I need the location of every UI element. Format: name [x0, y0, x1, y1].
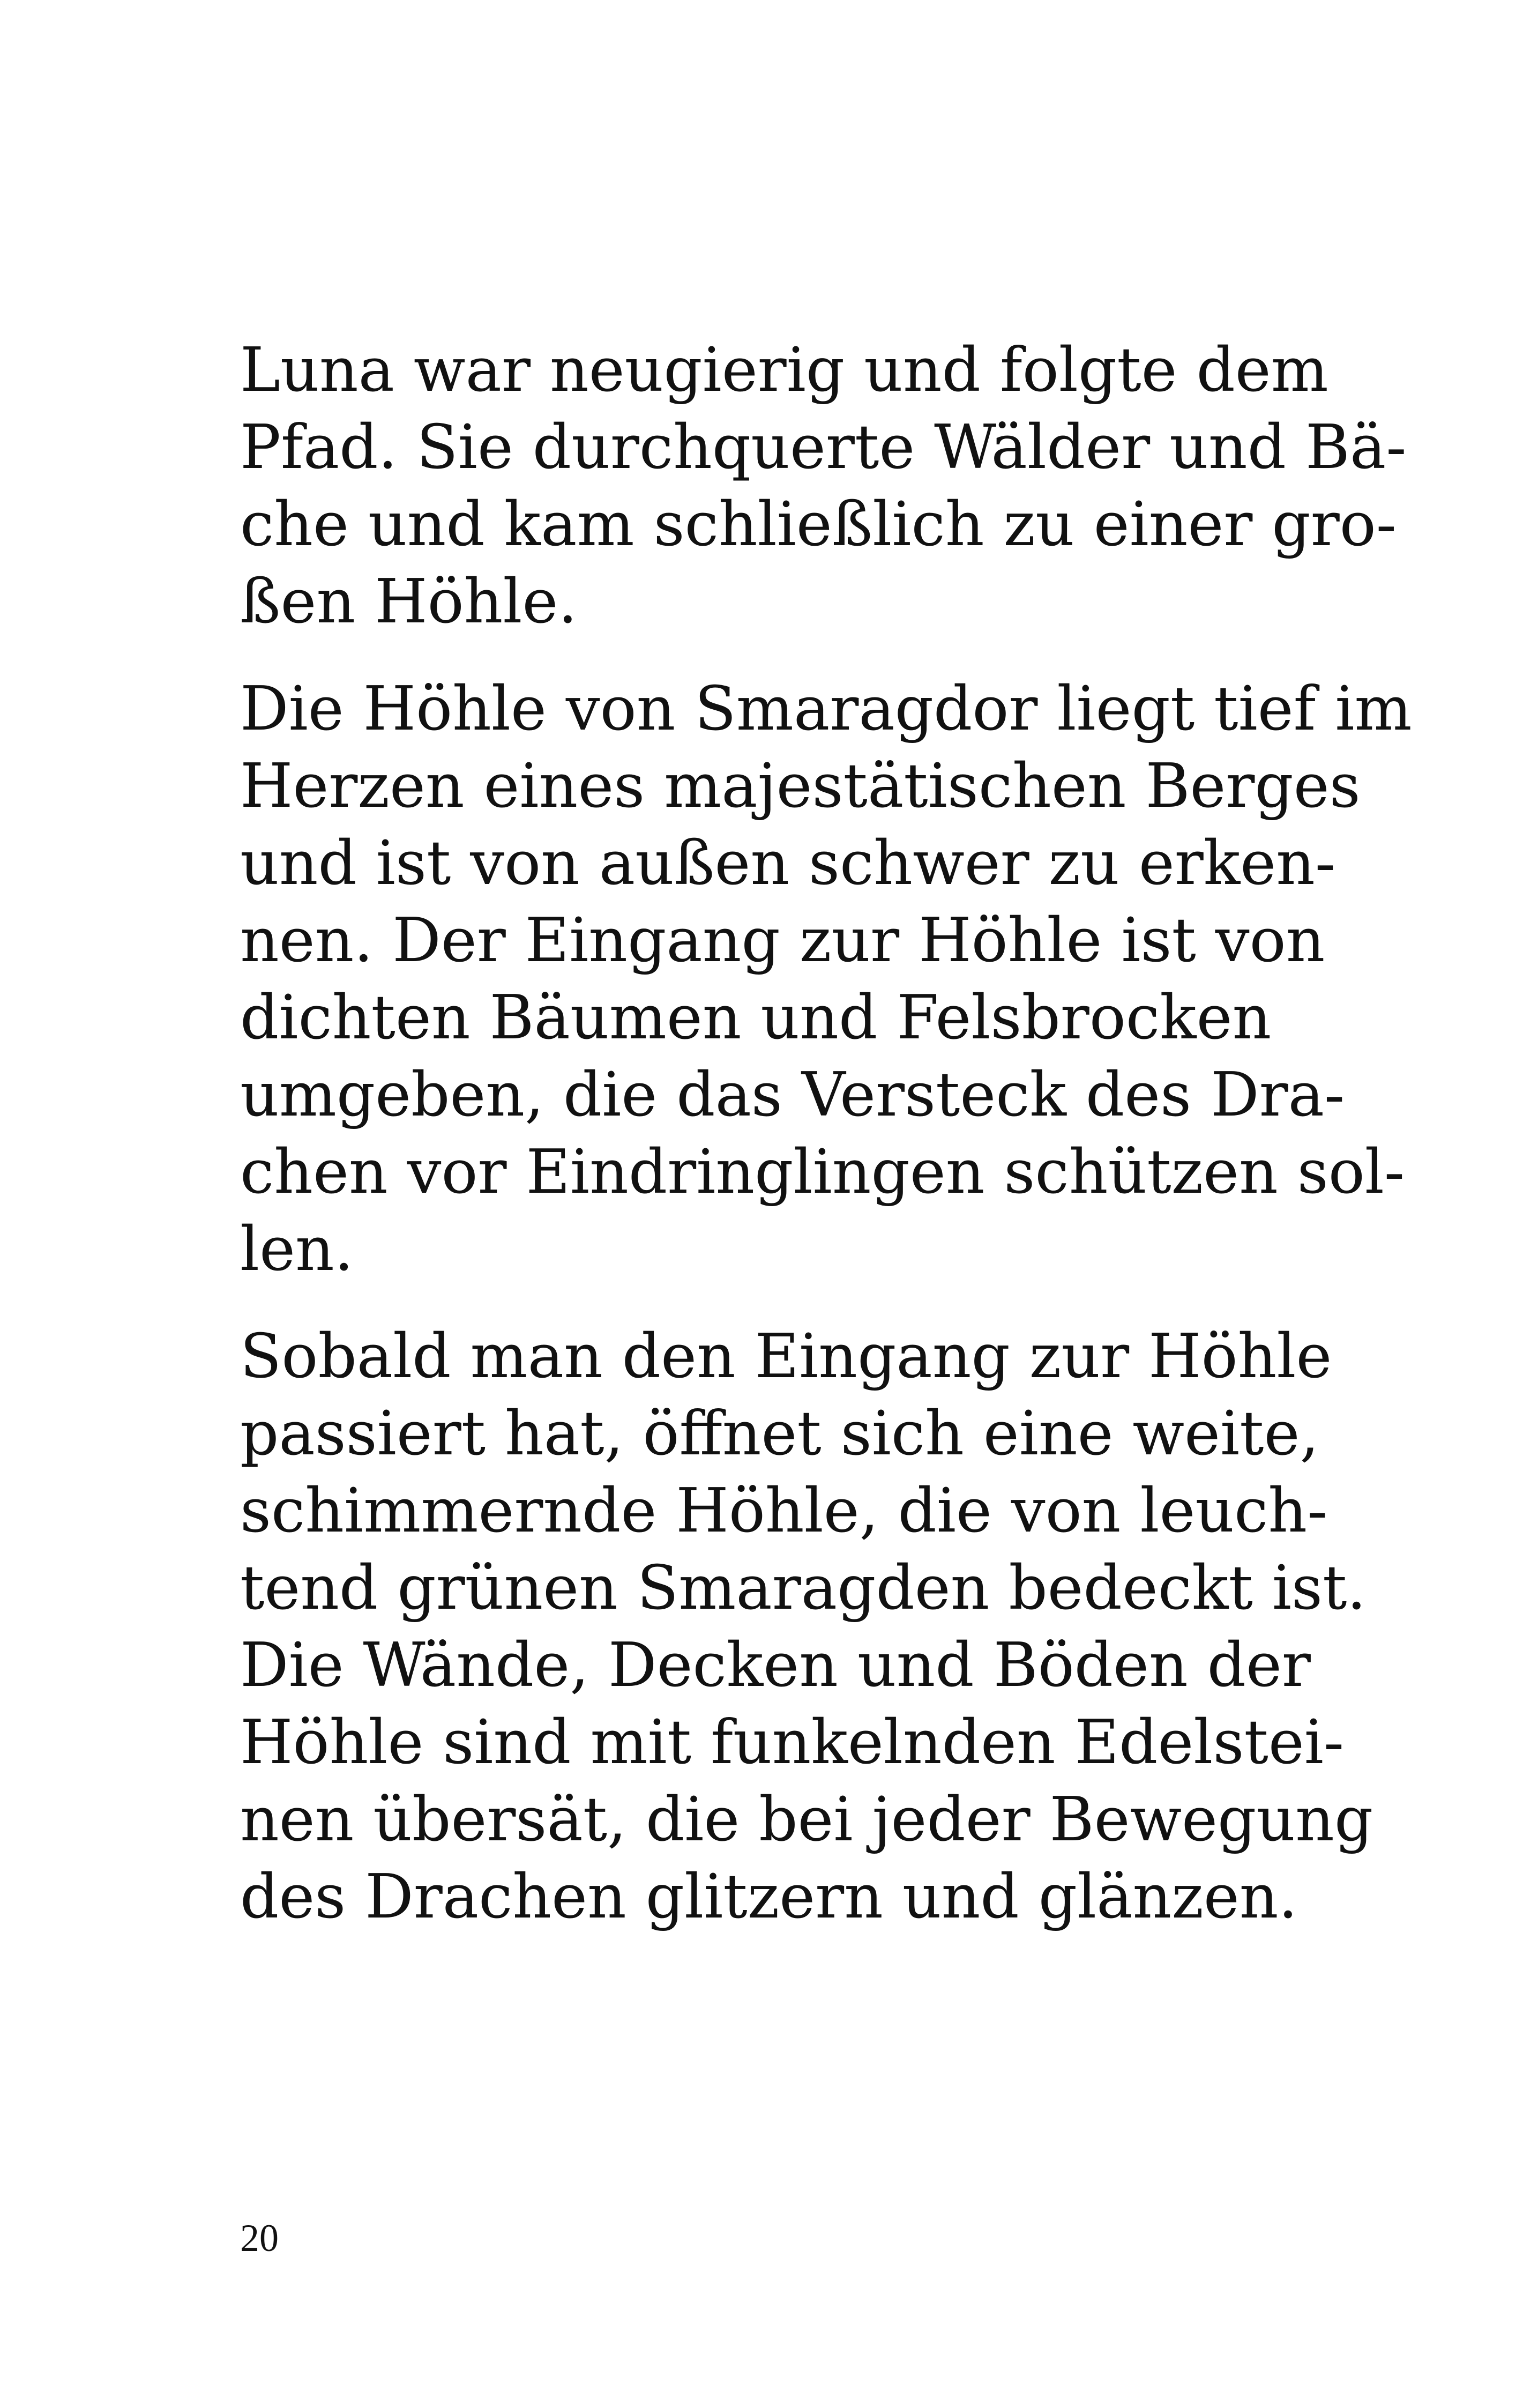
text-line: Die Wände, Decken und Böden der	[240, 1630, 1311, 1700]
text-line: und ist von außen schwer zu erken-	[240, 828, 1336, 898]
text-line: len.	[240, 1214, 354, 1284]
text-line: passiert hat, öffnet sich eine weite,	[240, 1398, 1319, 1469]
text-line: Luna war neugierig und folgte dem	[240, 335, 1328, 405]
paragraph-3	[240, 1318, 1373, 1935]
text-line: nen. Der Eingang zur Höhle ist von	[240, 905, 1325, 976]
text-line: Höhle sind mit funkelnden Edelstei-	[240, 1707, 1345, 1778]
text-line: umgeben, die das Versteck des Dra-	[240, 1059, 1345, 1130]
text-line: che und kam schließlich zu einer gro-	[240, 489, 1397, 560]
text-line: chen vor Eindringlingen schützen sol-	[240, 1136, 1405, 1207]
paragraph-1	[240, 331, 1407, 640]
text-line: Sobald man den Eingang zur Höhle	[240, 1321, 1332, 1392]
body-text	[240, 331, 1412, 1965]
text-line: dichten Bäumen und Felsbrocken	[240, 982, 1272, 1053]
text-line: tend grünen Smaragden bedeckt ist.	[240, 1552, 1367, 1623]
text-line: des Drachen glitzern und glänzen.	[240, 1861, 1298, 1932]
text-line: ßen Höhle.	[240, 566, 578, 637]
text-line: Pfad. Sie durchquerte Wälder und Bä-	[240, 412, 1407, 482]
page-number: 20	[240, 2217, 279, 2260]
text-line: schimmernde Höhle, die von leuch-	[240, 1475, 1328, 1546]
text-line: nen übersät, die bei jeder Bewegung	[240, 1784, 1373, 1855]
text-line: Die Höhle von Smaragdor liegt tief im	[240, 673, 1412, 744]
text-line: Herzen eines majestätischen Berges	[240, 750, 1361, 821]
paragraph-2	[240, 670, 1412, 1288]
